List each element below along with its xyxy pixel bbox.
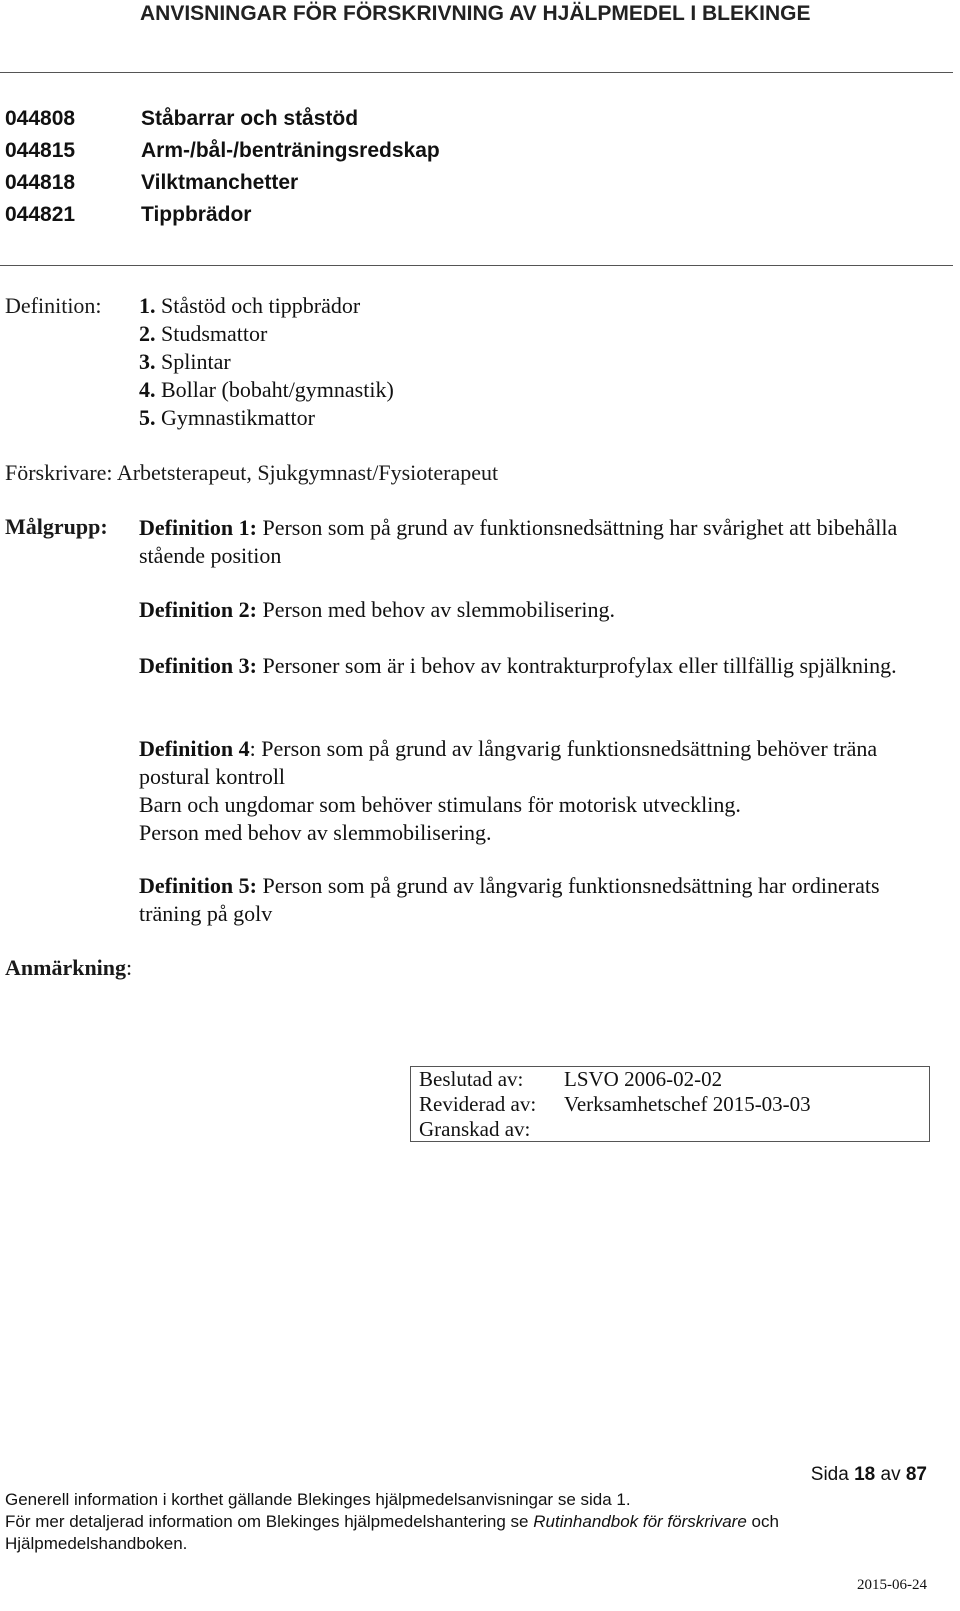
code-number: 044808 — [5, 107, 76, 130]
decision-row — [419, 1067, 722, 1092]
footer-line-2-end: och — [751, 1512, 779, 1531]
code-row — [5, 171, 440, 203]
decision-value: Verksamhetschef 2015-03-03 — [564, 1092, 811, 1116]
page-current: 18 — [854, 1464, 876, 1485]
malgrupp-label: Målgrupp: — [5, 514, 108, 539]
decision-row — [419, 1092, 811, 1117]
decision-box — [410, 1066, 930, 1142]
definition-label: Definition: — [5, 293, 102, 318]
definition-2 — [139, 596, 899, 624]
footer-date: 2015-06-24 — [857, 1577, 927, 1593]
page-header-title: ANVISNINGAR FÖR FÖRSKRIVNING AV HJÄLPMEDEL I BLEKINGE — [140, 2, 811, 25]
code-number: 044821 — [5, 203, 76, 226]
forskrivare-label: Förskrivare: — [5, 460, 113, 485]
footer-line-1: Generell information i korthet gällande Blekinges hjälpmedelsanvisningar se sida 1. — [5, 1490, 631, 1509]
decision-row — [419, 1117, 564, 1142]
footer-line-2-italic: Rutinhandbok för förskrivare — [533, 1512, 747, 1531]
forskrivare-value: Arbetsterapeut, Sjukgymnast/Fysioterapeut — [116, 460, 499, 485]
definition-text: Personer som är i behov av kontrakturprofylax eller tillfällig spjälkning. — [262, 653, 897, 678]
definition-text-line: Barn och ungdomar som behöver stimulans för motorisk utveckling. — [139, 792, 741, 817]
header-divider — [0, 72, 953, 73]
list-item — [139, 405, 394, 433]
definition-4 — [139, 735, 899, 847]
page-total: 87 — [905, 1464, 927, 1485]
footer-line-3: Hjälpmedelshandboken. — [5, 1534, 188, 1553]
list-item — [139, 293, 394, 321]
list-item-text: Ståstöd och tippbrädor — [161, 293, 361, 318]
code-name: Tippbrädor — [141, 203, 252, 226]
decision-key: Beslutad av: — [419, 1067, 524, 1091]
code-number: 044815 — [5, 139, 76, 162]
list-item-text: Studsmattor — [161, 321, 268, 346]
anmarkning-label-text: Anmärkning — [5, 955, 127, 980]
definition-heading: Definition 4 — [139, 736, 250, 761]
definition-3 — [139, 652, 899, 680]
code-number: 044818 — [5, 171, 76, 194]
product-code-list — [5, 107, 440, 235]
decision-key: Reviderad av: — [419, 1092, 537, 1116]
list-item — [139, 349, 394, 377]
definition-text: Person som på grund av funktionsnedsättning har svårighet att bibehålla stående position — [139, 515, 898, 568]
code-name: Ståbarrar och ståstöd — [141, 107, 359, 130]
footer-line-2 — [5, 1512, 779, 1532]
definition-heading: Definition 2: — [139, 597, 257, 622]
list-item-number: 4. — [139, 377, 156, 402]
forskrivare-row — [5, 460, 498, 486]
list-item-text: Splintar — [161, 349, 231, 374]
definition-heading: Definition 5: — [139, 873, 257, 898]
definition-1 — [139, 514, 899, 570]
list-item-number: 1. — [139, 293, 156, 318]
definition-text-line: Person med behov av slemmobilisering. — [139, 820, 492, 845]
code-row — [5, 139, 440, 171]
code-name: Arm-/bål-/benträningsredskap — [141, 139, 440, 162]
list-item-text: Gymnastikmattor — [161, 405, 315, 430]
definition-text: Person som på grund av långvarig funktionsnedsättning har ordinerats träning på golv — [139, 873, 880, 926]
code-row — [5, 203, 440, 235]
definition-heading: Definition 1: — [139, 515, 257, 540]
definition-heading: Definition 3: — [139, 653, 257, 678]
code-name: Vilktmanchetter — [141, 171, 299, 194]
page-of: av — [880, 1464, 901, 1485]
decision-value: LSVO 2006-02-02 — [564, 1067, 723, 1091]
list-item — [139, 321, 394, 349]
list-item — [139, 377, 394, 405]
footer-line-2-text: För mer detaljerad information om Blekinges hjälpmedelshantering se — [5, 1512, 529, 1531]
decision-key: Granskad av: — [419, 1117, 531, 1141]
anmarkning-colon: : — [126, 955, 133, 980]
list-item-number: 3. — [139, 349, 156, 374]
code-row — [5, 107, 440, 139]
list-item-number: 5. — [139, 405, 156, 430]
definition-text: Person med behov av slemmobilisering. — [262, 597, 616, 622]
definition-text: Person som på grund av långvarig funktionsnedsättning behöver träna postural kontroll — [139, 736, 878, 789]
definition-list — [139, 293, 394, 433]
list-item-text: Bollar (bobaht/gymnastik) — [161, 377, 394, 402]
page-prefix: Sida — [810, 1464, 849, 1485]
definition-5 — [139, 872, 899, 928]
section-divider — [0, 265, 953, 266]
list-item-number: 2. — [139, 321, 156, 346]
page-number — [811, 1464, 927, 1486]
definition-colon: : — [249, 736, 256, 761]
anmarkning-label — [5, 955, 132, 981]
